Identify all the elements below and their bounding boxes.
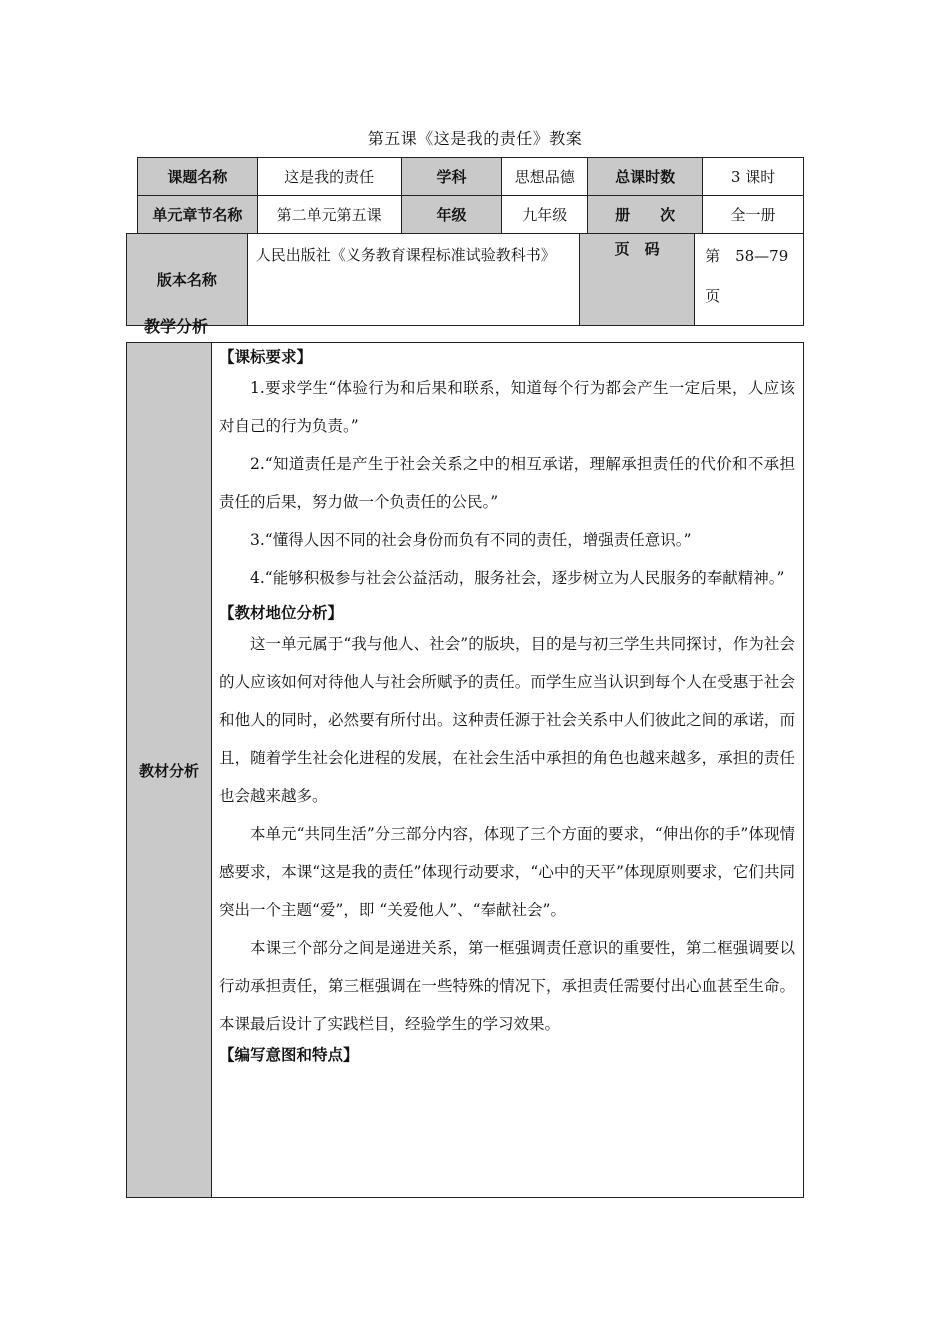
section-heading: 教学分析 xyxy=(144,317,209,336)
page-title: 第五课《这是我的责任》教案 xyxy=(367,129,583,148)
hours-value: 3 课时 xyxy=(703,158,804,196)
analysis-table xyxy=(126,342,804,1198)
unit-value: 第二单元第五课 xyxy=(257,196,401,234)
lesson-info-row xyxy=(138,196,804,234)
edition-value: 人民出版社《义务教育课程标准试验教科书》 xyxy=(247,234,579,326)
position-heading: 【教材地位分析】 xyxy=(219,604,344,622)
curriculum-item: 1.要求学生“体验行为和后果和联系，知道每个行为都会产生一定后果，人应该对自己的行为负责。” xyxy=(219,379,795,435)
grade-value: 九年级 xyxy=(502,196,588,234)
volume-label: 册 次 xyxy=(588,196,703,234)
lesson-info-row xyxy=(138,158,804,196)
intent-heading: 【编写意图和特点】 xyxy=(219,1046,359,1064)
analysis-content xyxy=(219,345,795,1067)
position-paragraph: 本单元“共同生活”分三部分内容，体现了三个方面的要求，“伸出你的手”体现情感要求，本课“这是我的责任”体现行动要求，“心中的天平”体现原则要求，它们共同突出一个主题“爱”，即 “关爱他人”、“奉献社会”。 xyxy=(219,825,795,919)
subject-value: 思想品德 xyxy=(502,158,588,196)
position-paragraph: 这一单元属于“我与他人、社会”的版块，目的是与初三学生共同探讨，作为社会的人应该如何对待他人与社会所赋予的责任。而学生应当认识到每个人在受惠于社会和他人的同时，必然要有所付出。这种责任源于社会关系中人们彼此之间的承诺，而且，随着学生社会化进程的发展，在社会生活中承担的角色也越来越多，承担的责任也会越来越多。 xyxy=(219,635,795,805)
curriculum-heading: 【课标要求】 xyxy=(219,348,313,366)
grade-label: 年级 xyxy=(401,196,502,234)
edition-label: 版本名称 xyxy=(127,234,248,326)
pages-value: 第 58—79页 xyxy=(695,234,804,326)
lesson-info-table xyxy=(137,157,804,234)
unit-label: 单元章节名称 xyxy=(138,196,258,234)
pages-label: 页 码 xyxy=(580,234,695,326)
volume-value: 全一册 xyxy=(703,196,804,234)
edition-table xyxy=(126,233,804,326)
edition-row xyxy=(127,234,804,326)
topic-label: 课题名称 xyxy=(138,158,258,196)
topic-value: 这是我的责任 xyxy=(257,158,401,196)
hours-label: 总课时数 xyxy=(588,158,703,196)
analysis-side-label: 教材分析 xyxy=(127,343,212,1197)
subject-label: 学科 xyxy=(401,158,502,196)
curriculum-item: 3.“懂得人因不同的社会身份而负有不同的责任，增强责任意识。” xyxy=(250,531,692,549)
position-paragraph: 本课三个部分之间是递进关系，第一框强调责任意识的重要性，第二框强调要以行动承担责任，第三框强调在一些特殊的情况下，承担责任需要付出心血甚至生命。本课最后设计了实践栏目，经验学生的学习效果。 xyxy=(219,939,795,1033)
curriculum-item: 2.“知道责任是产生于社会关系之中的相互承诺，理解承担责任的代价和不承担责任的后果，努力做一个负责任的公民。” xyxy=(219,455,795,511)
curriculum-item: 4.“能够积极参与社会公益活动，服务社会，逐步树立为人民服务的奉献精神。” xyxy=(250,569,785,587)
